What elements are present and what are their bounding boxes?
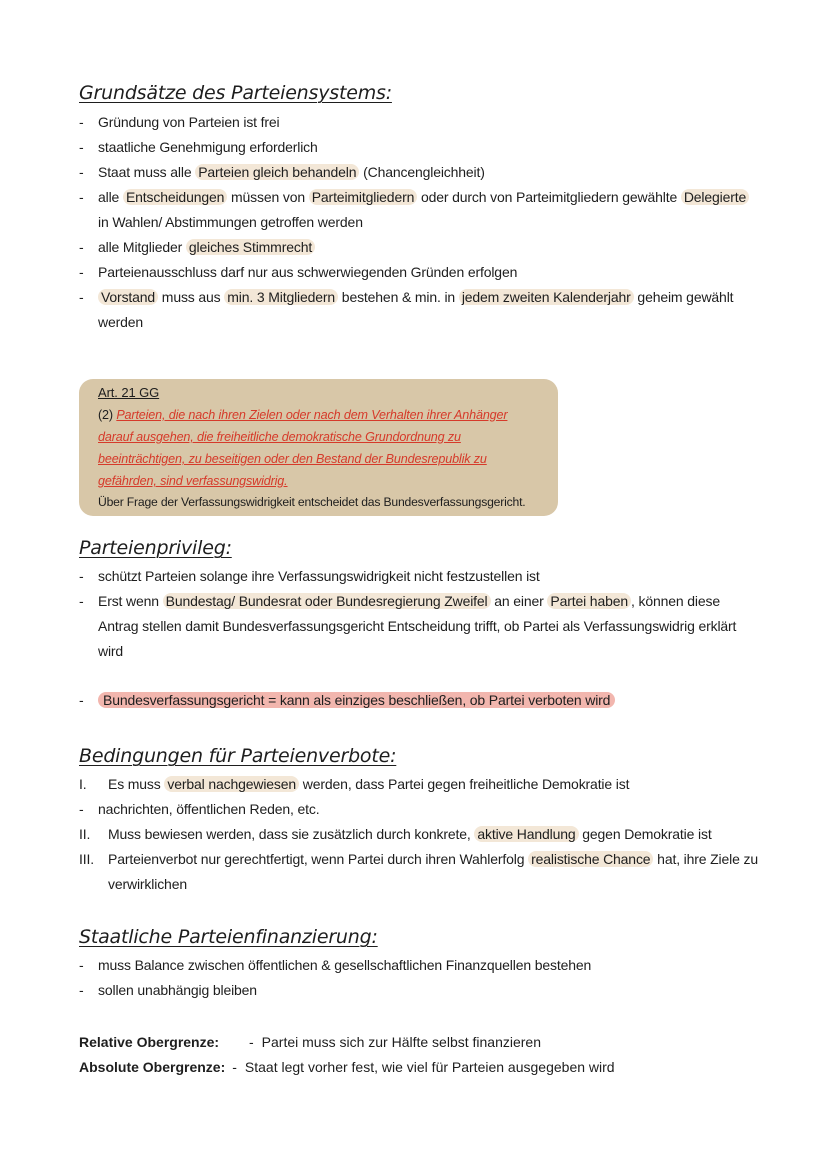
highlight: Parteien gleich behandeln	[195, 164, 359, 180]
list-item: - nachrichten, öffentlichen Reden, etc.	[79, 801, 320, 817]
highlight: Parteimitgliedern	[309, 189, 418, 205]
list-item: III. Parteienverbot nur gerechtfertigt, wenn Partei durch ihren Wahlerfolg realistische Chance hat, ihre Ziele zu verwirklichen	[79, 851, 758, 892]
heading-bedingungen: Bedingungen für Parteienverbote:	[79, 745, 397, 767]
list-key-point	[79, 688, 759, 713]
list-item: I. Es muss verbal nachgewiesen werden, dass Partei gegen freiheitliche Demokratie ist	[79, 776, 630, 792]
list-item: - Staat muss alle Parteien gleich behandeln (Chancengleichheit)	[79, 160, 759, 185]
key-point-highlight: Bundesverfassungsgericht = kann als einziges beschließen, ob Partei verboten wird	[98, 692, 615, 708]
list-item: - alle Entscheidungen müssen von Parteimitgliedern oder durch von Parteimitgliedern gewählte Delegierte in Wahlen/ Abstimmungen getroffen werden	[79, 185, 759, 235]
article-title: Art. 21 GG	[98, 385, 160, 400]
highlight: Bundestag/ Bundesrat oder Bundesregierung Zweifel	[163, 593, 491, 609]
heading-parteienprivileg: Parteienprivileg:	[79, 537, 232, 559]
highlight: Delegierte	[681, 189, 749, 205]
list-item: II. Muss bewiesen werden, dass sie zusätzlich durch konkrete, aktive Handlung gegen Demokratie ist	[79, 826, 712, 842]
list-item: - staatliche Genehmigung erforderlich	[79, 135, 759, 160]
heading-grundsaetze: Grundsätze des Parteiensystems:	[79, 82, 392, 104]
highlight: aktive Handlung	[474, 826, 578, 842]
article-21-box	[79, 379, 558, 516]
highlight: realistische Chance	[528, 851, 653, 867]
list-item: - Erst wenn Bundestag/ Bundesrat oder Bundesregierung Zweifel an einer Partei haben , können diese Antrag stellen damit Bundesverfassungsgericht Entscheidung trifft, ob Partei als Verfassungswidrig erklärt wird	[79, 589, 759, 664]
list-finanzierung	[79, 953, 759, 1003]
list-item: - Gründung von Parteien ist frei	[79, 110, 759, 135]
list-item: - schützt Parteien solange ihre Verfassungswidrigkeit nicht festzustellen ist	[79, 564, 759, 589]
article-paragraph: (2) Parteien, die nach ihren Zielen oder nach dem Verhalten ihrer Anhänger darauf ausgehen, die freiheitliche demokratische Grundordnung zu beeinträchtigen, zu beseitigen oder den Bestand der Bundesrepublik zu gefährden, sind verfassungswidrig.	[98, 408, 508, 488]
article-red-text: Parteien, die nach ihren Zielen oder nach dem Verhalten ihrer Anhänger darauf ausgehen, die freiheitliche demokratische Grundordnung zu beeinträchtigen, zu beseitigen oder den Bestand der Bundesrepublik zu gefährden, sind verfassungswidrig.	[98, 408, 508, 488]
highlight: Vorstand	[98, 289, 158, 305]
highlight: Partei haben	[547, 593, 631, 609]
list-item: - alle Mitglieder gleiches Stimmrecht	[79, 235, 759, 260]
highlight: jedem zweiten Kalenderjahr	[459, 289, 634, 305]
highlight: verbal nachgewiesen	[164, 776, 299, 792]
highlight: min. 3 Mitgliedern	[224, 289, 338, 305]
heading-finanzierung: Staatliche Parteienfinanzierung:	[79, 926, 378, 948]
list-grundsaetze	[79, 110, 759, 335]
list-item: - Vorstand muss aus min. 3 Mitgliedern bestehen & min. in jedem zweiten Kalenderjahr geheim gewählt werden	[79, 285, 759, 335]
highlight: Entscheidungen	[123, 189, 227, 205]
list-item: - sollen unabhängig bleiben	[79, 978, 759, 1003]
list-parteienprivileg	[79, 564, 759, 664]
list-item: - muss Balance zwischen öffentlichen & gesellschaftlichen Finanzquellen bestehen	[79, 953, 759, 978]
relative-obergrenze: Relative Obergrenze: - Partei muss sich zur Hälfte selbst finanzieren	[79, 1034, 542, 1050]
highlight: gleiches Stimmrecht	[186, 239, 315, 255]
list-item: - Parteienausschluss darf nur aus schwerwiegenden Gründen erfolgen	[79, 260, 759, 285]
list-item	[79, 688, 759, 713]
absolute-obergrenze: Absolute Obergrenze: - Staat legt vorher fest, wie viel für Parteien ausgegeben wird	[79, 1059, 615, 1075]
article-closing: Über Frage der Verfassungswidrigkeit entscheidet das Bundesverfassungsgericht.	[98, 495, 526, 509]
list-bedingungen	[79, 772, 759, 897]
